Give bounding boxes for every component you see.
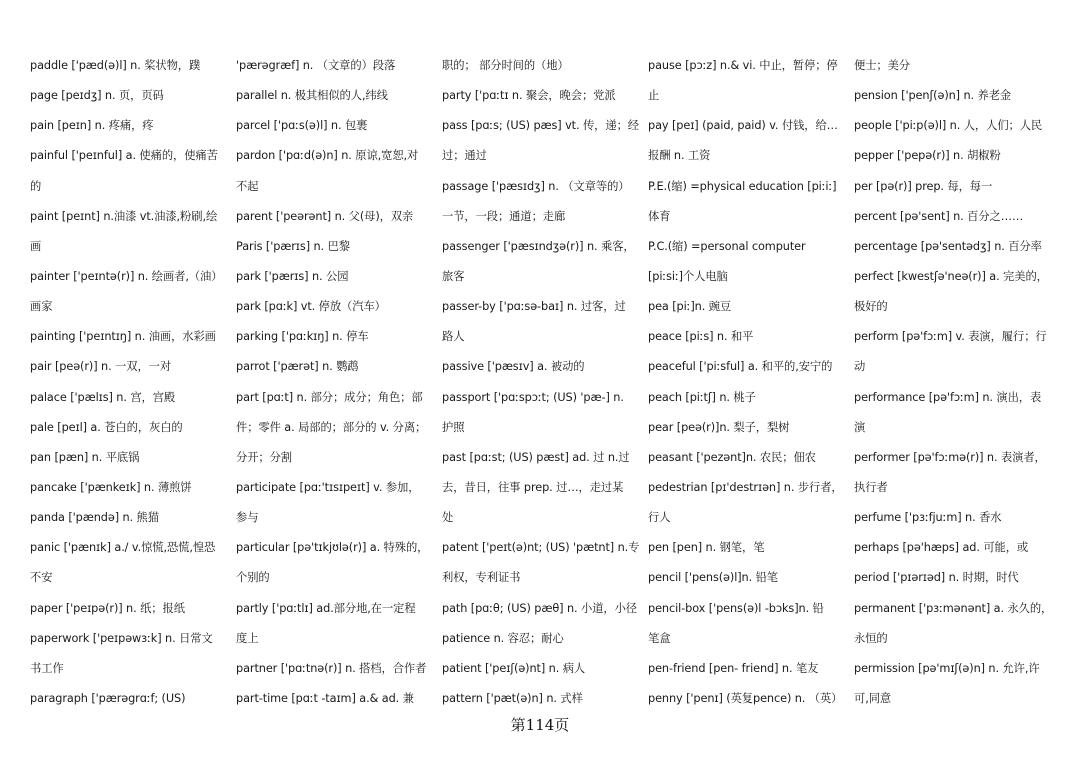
entry-line: 书工作 — [30, 661, 64, 675]
entry-line: pay [peɪ] (paid, paid) v. 付钱，给… — [648, 119, 838, 133]
column-4 — [648, 51, 854, 716]
entry-line: paint [peɪnt] n.油漆 vt.油漆,粉刷,绘 — [30, 209, 218, 223]
entry-line: perfume ['pɜːfjuːm] n. 香水 — [854, 511, 1002, 525]
entry-line: passive ['pæsɪv] a. 被动的 — [442, 360, 585, 374]
entry-line: 极好的 — [854, 300, 888, 314]
entry-line: patient ['peɪʃ(ə)nt] n. 病人 — [442, 661, 586, 675]
entry-line: 旅客 — [442, 269, 465, 283]
entry-line: 报酬 n. 工资 — [648, 149, 711, 163]
entry-line: path [pɑːθ; (US) pæθ] n. 小道，小径 — [442, 601, 637, 615]
entry-line: 去，昔日，往事 prep. 过…，走过某 — [442, 480, 624, 494]
entry-line: parent ['peərənt] n. 父(母)，双亲 — [236, 209, 414, 223]
entry-line: penny ['penɪ] (英复pence) n. （英） — [648, 691, 843, 705]
entry-line: pen [pen] n. 钢笔，笔 — [648, 541, 765, 555]
entry-line: 个别的 — [236, 571, 270, 585]
column-5 — [854, 51, 1060, 716]
entry-line: painful ['peɪnful] a. 使痛的，使痛苦 — [30, 149, 218, 163]
entry-line: passenger ['pæsɪndʒə(r)] n. 乘客， — [442, 239, 635, 253]
entry-line: past [pɑːst; (US) pæst] ad. 过 n.过 — [442, 450, 630, 464]
entry-line: patience n. 容忍；耐心 — [442, 631, 564, 645]
entry-line: pen-friend [pen- friend] n. 笔友 — [648, 661, 819, 675]
entry-line: perform [pə'fɔːm] v. 表演，履行；行 — [854, 330, 1047, 344]
entry-line: pea [piː]n. 豌豆 — [648, 300, 732, 314]
entry-line: pause [pɔːz] n.& vi. 中止，暂停；停 — [648, 59, 838, 72]
entry-line: pardon ['pɑːd(ə)n] n. 原谅,宽恕,对 — [236, 149, 419, 163]
entry-line: 演 — [854, 420, 866, 434]
page-number: 第114页 — [510, 716, 570, 734]
entry-line: 职的； 部分时间的（地） — [442, 59, 569, 72]
entry-line: 'pærəgræf] n. （文章的）段落 — [236, 59, 396, 72]
entry-line: peace [piːs] n. 和平 — [648, 330, 754, 344]
entry-line: people ['piːp(ə)l] n. 人，人们；人民 — [854, 119, 1043, 133]
entry-line: 的 — [30, 179, 42, 193]
entry-line: per [pə(r)] prep. 每，每一 — [854, 179, 993, 193]
entry-line: 度上 — [236, 631, 259, 645]
entry-line: pain [peɪn] n. 疼痛，疼 — [30, 119, 154, 133]
entry-line: 画家 — [30, 300, 53, 314]
entry-line: passage ['pæsɪdʒ] n. （文章等的） — [442, 179, 630, 193]
entry-line: performance [pə'fɔːm] n. 演出，表 — [854, 390, 1042, 404]
entry-line: 动 — [854, 360, 866, 374]
entry-line: panda ['pændə] n. 熊猫 — [30, 511, 159, 525]
entry-line: park ['pærɪs] n. 公园 — [236, 269, 349, 283]
entry-line: performer [pə'fɔːmə(r)] n. 表演者， — [854, 450, 1046, 464]
entry-line: passport ['pɑːspɔːt; (US) 'pæ-] n. — [442, 390, 624, 404]
entry-line: 路人 — [442, 330, 465, 344]
entry-line: 不起 — [236, 179, 259, 193]
entry-line: 处 — [442, 511, 454, 525]
entry-line: pancake ['pænkeɪk] n. 薄煎饼 — [30, 480, 192, 494]
entry-line: pension ['penʃ(ə)n] n. 养老金 — [854, 89, 1012, 103]
entry-line: participate [pɑː'tɪsɪpeɪt] v. 参加， — [236, 480, 420, 494]
entry-line: partner ['pɑːtnə(r)] n. 搭档，合作者 — [236, 661, 427, 675]
entry-line: paperwork ['peɪpəwɜːk] n. 日常文 — [30, 631, 213, 645]
entry-line: 过；通过 — [442, 149, 487, 163]
entry-line: painting ['peɪntɪŋ] n. 油画，水彩画 — [30, 330, 216, 344]
entry-line: paragraph ['pærəgrɑːf; (US) — [30, 691, 186, 705]
entry-line: perfect [kwestʃə'neə(r)] a. 完美的， — [854, 269, 1048, 283]
entry-line: 便士；美分 — [854, 59, 910, 72]
entry-line: pencil-box ['pens(ə)l -bɔks]n. 铅 — [648, 601, 824, 615]
entry-line: particular [pə'tɪkjʊlə(r)] a. 特殊的， — [236, 541, 429, 555]
entry-line: pencil ['pens(ə)l]n. 铅笔 — [648, 571, 778, 585]
entry-line: palace ['pælɪs] n. 宫，宫殿 — [30, 390, 176, 404]
entry-line: P.E.(缩) =physical education [piːiː] — [648, 179, 837, 193]
entry-line: parking ['pɑːkɪŋ] n. 停车 — [236, 330, 369, 344]
entry-line: page [peɪdʒ] n. 页，页码 — [30, 89, 164, 103]
entry-line: [piːsiː]个人电脑 — [648, 269, 728, 283]
entry-line: pepper ['pepə(r)] n. 胡椒粉 — [854, 149, 1001, 163]
entry-line: pear [peə(r)]n. 梨子，梨树 — [648, 420, 790, 434]
entry-line: patent ['peɪt(ə)nt; (US) 'pætnt] n.专 — [442, 541, 640, 555]
entry-line: park [pɑːk] vt. 停放（汽车） — [236, 300, 386, 314]
entry-line: 执行者 — [854, 480, 888, 494]
entry-line: 体育 — [648, 209, 671, 223]
entry-line: 行人 — [648, 511, 671, 525]
entry-line: parrot ['pærət] n. 鹦鹉 — [236, 360, 359, 374]
entry-line: 永恒的 — [854, 631, 888, 645]
entry-line: 止 — [648, 89, 660, 103]
entry-line: 一节，一段；通道；走廊 — [442, 209, 566, 223]
entry-line: period ['pɪərɪəd] n. 时期，时代 — [854, 571, 1019, 585]
vocabulary-columns — [30, 51, 1060, 716]
entry-line: 分开；分割 — [236, 450, 292, 464]
entry-line: pan [pæn] n. 平底锅 — [30, 450, 140, 464]
entry-line: percent [pə'sent] n. 百分之…… — [854, 209, 1024, 223]
entry-line: peaceful ['piːsful] a. 和平的,安宁的 — [648, 360, 833, 374]
entry-line: percentage [pə'sentədʒ] n. 百分率 — [854, 239, 1042, 253]
entry-line: pale [peɪl] a. 苍白的，灰白的 — [30, 420, 183, 434]
entry-line: P.C.(缩) =personal computer — [648, 239, 806, 253]
column-2 — [236, 51, 442, 716]
entry-line: perhaps [pə'hæps] ad. 可能，或 — [854, 541, 1029, 555]
entry-line: permission [pə'mɪʃ(ə)n] n. 允许,许 — [854, 661, 1040, 675]
entry-line: panic ['pænɪk] a./ v.惊慌,恐慌,惶恐 — [30, 541, 216, 555]
entry-line: peach [piːtʃ] n. 桃子 — [648, 390, 756, 404]
entry-line: 利权，专利证书 — [442, 571, 521, 585]
entry-line: permanent ['pɜːmənənt] a. 永久的， — [854, 601, 1053, 615]
entry-line: 可,同意 — [854, 691, 892, 705]
entry-line: parcel ['pɑːs(ə)l] n. 包裹 — [236, 119, 368, 133]
entry-line: 笔盒 — [648, 631, 671, 645]
entry-line: paddle ['pæd(ə)l] n. 桨状物，蹼 — [30, 59, 201, 72]
entry-line: 画 — [30, 239, 42, 253]
column-1 — [30, 51, 236, 716]
entry-line: part-time [pɑːt -taɪm] a.& ad. 兼 — [236, 691, 414, 705]
entry-line: part [pɑːt] n. 部分；成分；角色；部 — [236, 390, 423, 404]
entry-line: passer-by ['pɑːsə-baɪ] n. 过客，过 — [442, 300, 626, 314]
entry-line: painter ['peɪntə(r)] n. 绘画者,（油） — [30, 269, 223, 283]
entry-line: pedestrian [pɪ'destrɪən] n. 步行者， — [648, 480, 843, 494]
entry-line: 件；零件 a. 局部的；部分的 v. 分离； — [236, 420, 427, 434]
entry-line: 参与 — [236, 511, 259, 525]
entry-line: paper ['peɪpə(r)] n. 纸；报纸 — [30, 601, 185, 615]
entry-line: 不安 — [30, 571, 53, 585]
entry-line: pattern ['pæt(ə)n] n. 式样 — [442, 691, 583, 705]
entry-line: Paris ['pærɪs] n. 巴黎 — [236, 239, 350, 253]
entry-line: 护照 — [442, 420, 465, 434]
entry-line: partly ['pɑːtlɪ] ad.部分地,在一定程 — [236, 601, 416, 615]
entry-line: peasant ['pezənt]n. 农民；佃农 — [648, 450, 816, 464]
entry-line: parallel n. 极其相似的人,纬线 — [236, 89, 388, 103]
entry-line: party ['pɑːtɪ n. 聚会，晚会；党派 — [442, 89, 616, 103]
entry-line: pass [pɑːs; (US) pæs] vt. 传，递；经 — [442, 119, 639, 133]
column-3 — [442, 51, 648, 716]
entry-line: pair [peə(r)] n. 一双，一对 — [30, 360, 172, 374]
